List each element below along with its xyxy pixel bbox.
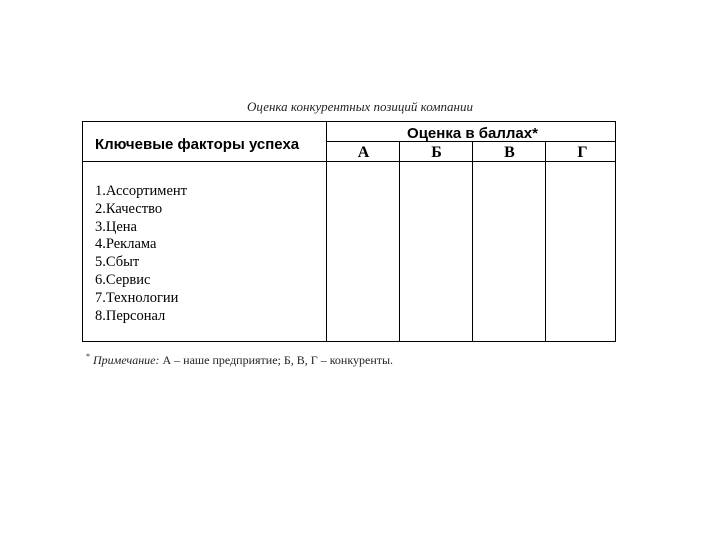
factors-list	[95, 183, 187, 325]
competitive-position-table	[82, 121, 616, 342]
factor-item: 3.Цена	[95, 218, 137, 235]
column-divider	[472, 142, 473, 341]
footnote-label: Примечание:	[93, 353, 160, 367]
factor-item: 1.Ассортимент	[95, 183, 187, 199]
column-divider	[545, 142, 546, 341]
table-caption: Оценка конкурентных позиций компании	[246, 99, 474, 114]
footnote-marker: *	[86, 352, 90, 361]
column-label-b: Б	[431, 144, 442, 161]
footnote	[86, 352, 393, 368]
column-label-g: Г	[577, 144, 588, 161]
factor-item: 8.Персонал	[95, 307, 166, 324]
factor-item: 7.Технологии	[95, 289, 179, 306]
column-label-v: В	[504, 144, 515, 161]
column-divider	[399, 142, 400, 341]
factor-item: 4.Реклама	[95, 236, 157, 253]
footnote-text: А – наше предприятие; Б, В, Г – конкуренты.	[159, 353, 394, 367]
factor-item: 6.Сервис	[95, 271, 151, 288]
column-label-a: А	[357, 144, 370, 161]
factor-item: 2.Качество	[95, 200, 163, 217]
factor-item: 5.Сбыт	[95, 254, 140, 271]
score-header: Оценка в баллах*	[407, 125, 538, 142]
factors-header: Ключевые факторы успеха	[95, 136, 300, 153]
